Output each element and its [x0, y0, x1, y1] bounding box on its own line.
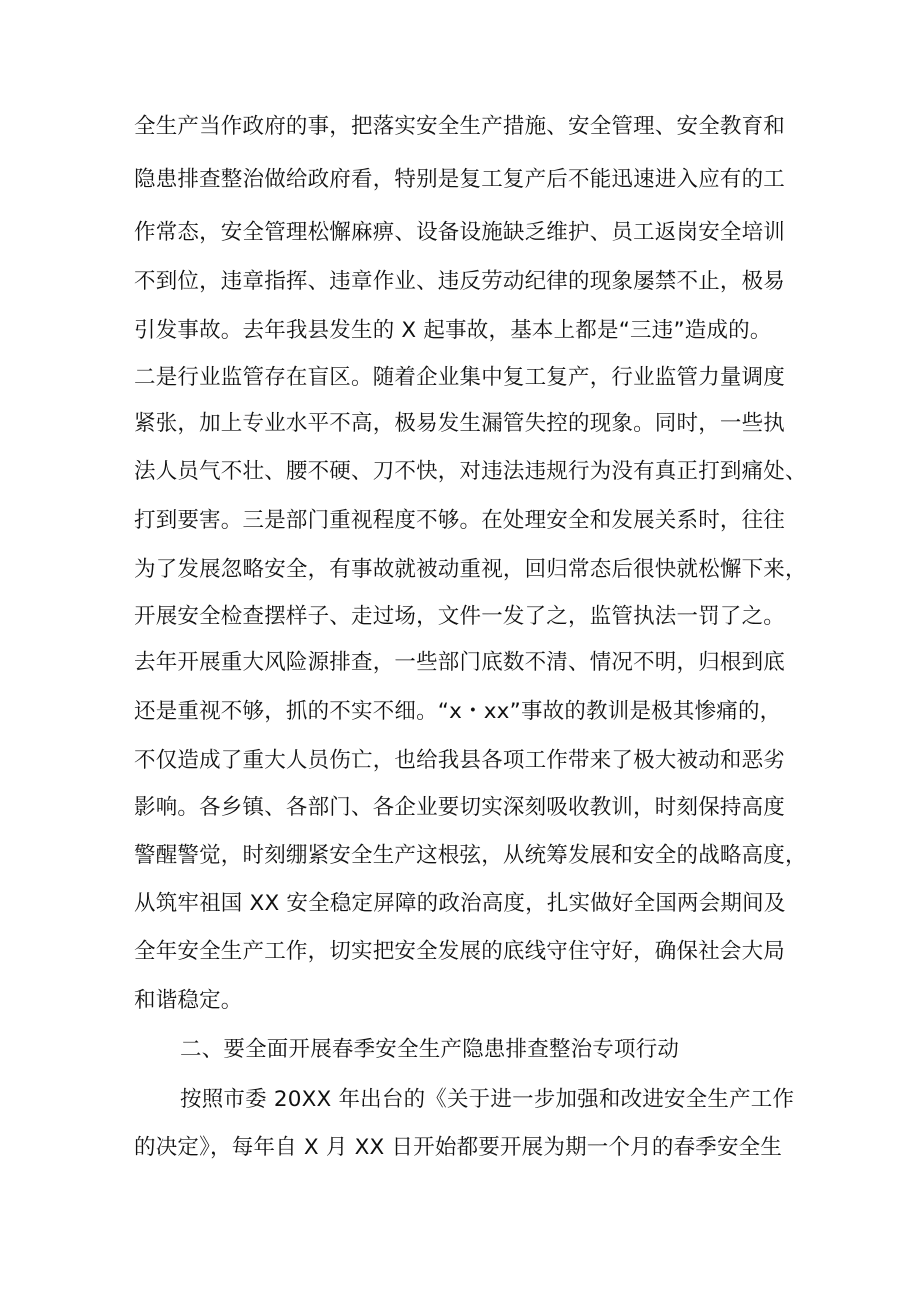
body-text-line: 打到要害。三是部门重视程度不够。在处理安全和发展关系时，往往	[134, 508, 786, 533]
body-text-line: 的决定》，每年自 X 月 XX 日开始都要开展为期一个月的春季安全生	[134, 1135, 783, 1160]
body-text-line: 作常态，安全管理松懈麻痹、设备设施缺乏维护、员工返岗安全培训	[134, 220, 786, 245]
body-text-line: 影响。各乡镇、各部门、各企业要切实深刻吸收教训，时刻保持高度	[134, 795, 786, 820]
body-text-line: 为了发展忽略安全，有事故就被动重视，回归常态后很快就松懈下来，	[134, 557, 807, 582]
body-text-line: 法人员气不壮、腰不硬、刀不快，对违法违规行为没有真正打到痛处、	[134, 459, 807, 484]
body-text-line: 去年开展重大风险源排查，一些部门底数不清、情况不明，归根到底	[134, 650, 786, 675]
paragraph-first-line: 按照市委 20XX 年出台的《关于进一步加强和改进安全生产工作	[180, 1087, 795, 1112]
body-text-line: 和谐稳定。	[134, 988, 243, 1013]
body-text-line: 不仅造成了重大人员伤亡，也给我县各项工作带来了极大被动和恶劣	[134, 748, 786, 773]
body-text-line: 全生产当作政府的事，把落实安全生产措施、安全管理、安全教育和	[134, 114, 786, 139]
body-text-line: 警醒警觉，时刻绷紧安全生产这根弦，从统筹发展和安全的战略高度，	[134, 843, 807, 868]
body-text-line: 紧张，加上专业水平不高，极易发生漏管失控的现象。同时，一些执	[134, 411, 786, 436]
section-heading: 二、要全面开展春季安全生产隐患排查整治专项行动	[180, 1037, 680, 1062]
body-text-line: 不到位，违章指挥、违章作业、违反劳动纪律的现象屡禁不止，极易	[134, 269, 786, 294]
body-text-line: 开展安全检查摆样子、走过场，文件一发了之，监管执法一罚了之。	[134, 604, 786, 629]
body-text-line: 从筑牢祖国 XX 安全稳定屏障的政治高度，扎实做好全国两会期间及	[134, 891, 786, 916]
body-text-line: 引发事故。去年我县发生的 X 起事故，基本上都是“三违”造成的。	[134, 318, 772, 343]
body-text-line: 隐患排查整治做给政府看，特别是复工复产后不能迅速进入应有的工	[134, 167, 786, 192]
body-text-line: 二是行业监管存在盲区。随着企业集中复工复产，行业监管力量调度	[134, 365, 786, 390]
body-text-line: 全年安全生产工作，切实把安全发展的底线守住守好，确保社会大局	[134, 939, 786, 964]
body-text-line: 还是重视不够，抓的不实不细。“x・xx”事故的教训是极其惨痛的，	[134, 699, 782, 724]
